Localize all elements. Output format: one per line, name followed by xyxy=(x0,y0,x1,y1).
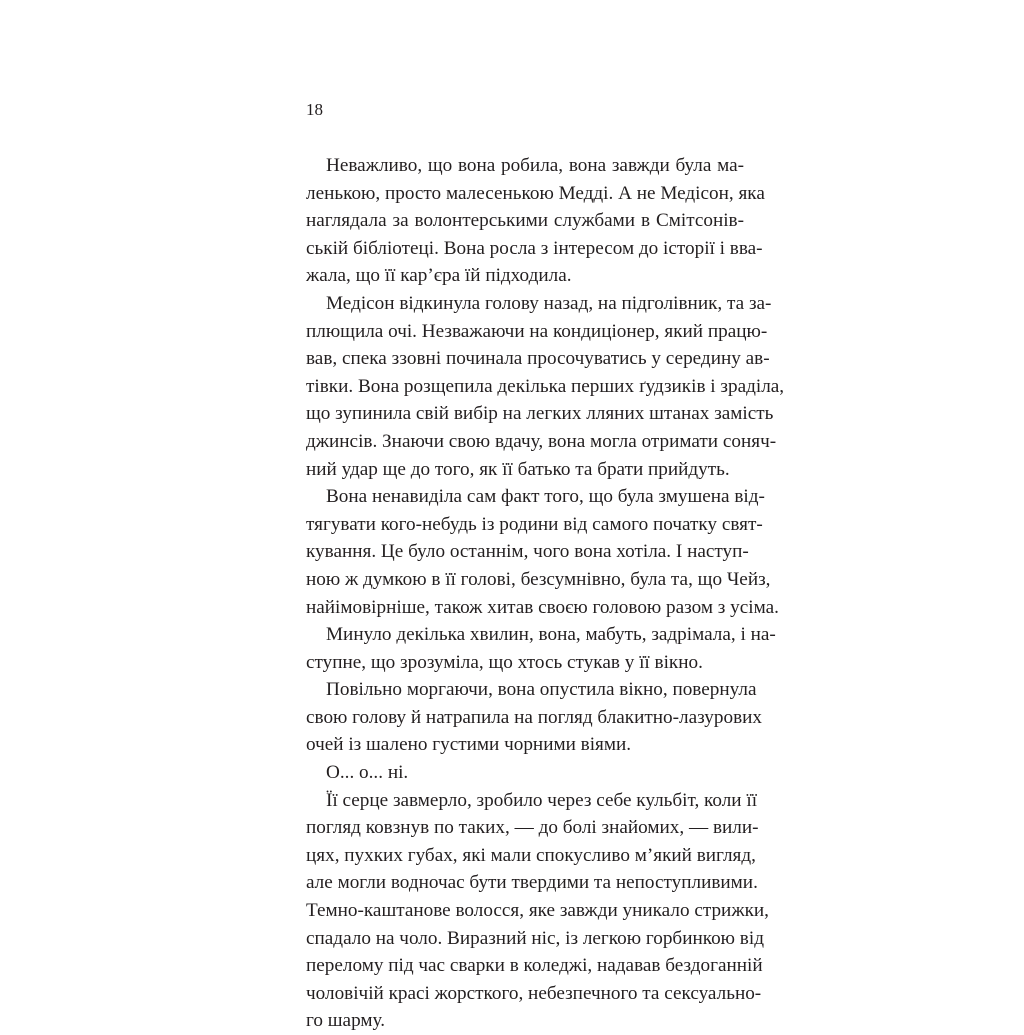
text-line: тягувати кого-небудь із родини від самого початку свят- xyxy=(306,513,763,535)
text-line: Неважливо, що вона робила, вона завжди була ма- xyxy=(326,155,744,176)
text-line: перелому під час сварки в коледжі, надавав бездоганній xyxy=(306,955,763,977)
text-line: але могли водночас бути твердими та непоступливими. xyxy=(306,872,758,894)
text-line: що зупинила свій вибір на легких лляних штанах замість xyxy=(306,403,774,425)
text-line: погляд ковзнув по таких, — до болі знайомих, — вили- xyxy=(306,817,759,839)
text-line: очей із шалено густими чорними віями. xyxy=(306,734,632,756)
text-line: О... о... ні. xyxy=(326,762,409,784)
text-line: ступне, що зрозуміла, що хтось стукав у її вікно. xyxy=(306,651,703,673)
text-line: Медісон відкинула голову назад, на підголівник, та за- xyxy=(326,292,772,314)
text-line: жала, що її кар’єра їй підходила. xyxy=(306,265,572,287)
text-line: вав, спека ззовні починала просочуватись у середину ав- xyxy=(306,348,770,370)
text-line: плющила очі. Незважаючи на кондиціонер, який працю- xyxy=(306,320,768,342)
text-line: Вона ненавиділа сам факт того, що була змушена від- xyxy=(326,486,765,508)
text-line: найімовірніше, також хитав своєю головою разом з усіма. xyxy=(306,596,779,618)
text-line: кування. Це було останнім, чого вона хотіла. І наступ- xyxy=(306,541,749,563)
text-line: наглядала за волонтерськими службами в Смітсонів- xyxy=(306,210,744,232)
text-line: ленькою, просто малесенькою Медді. А не Медісон, яка xyxy=(306,182,765,204)
text-line: ській бібліотеці. Вона росла з інтересом до історії і вва- xyxy=(306,237,763,259)
text-line: Її серце завмерло, зробило через себе кульбіт, коли її xyxy=(326,789,758,811)
text-line: Повільно моргаючи, вона опустила вікно, повернула xyxy=(326,679,757,701)
text-line: ний удар ще до того, як її батько та брати прийдуть. xyxy=(306,458,730,480)
text-line: го шарму. xyxy=(306,1010,385,1032)
text-line: чоловічій красі жорсткого, небезпечного та сексуально- xyxy=(306,982,762,1004)
text-line: Темно-каштанове волосся, яке завжди уникало стрижки, xyxy=(306,900,769,922)
text-line: тівки. Вона розщепила декілька перших ґудзиків і зраділа, xyxy=(306,375,785,397)
text-line: спадало на чоло. Виразний ніс, із легкою горбинкою від xyxy=(306,927,764,949)
text-line: Минуло декілька хвилин, вона, мабуть, задрімала, і на- xyxy=(326,624,776,646)
text-line: джинсів. Знаючи свою вдачу, вона могла отримати соняч- xyxy=(306,430,777,452)
text-line: ною ж думкою в її голові, безсумнівно, була та, що Чейз, xyxy=(306,568,771,590)
page-number: 18 xyxy=(306,100,323,119)
text-line: свою голову й натрапила на погляд блакитно-лазурових xyxy=(306,706,762,728)
text-line: цях, пухких губах, які мали спокусливо м’який вигляд, xyxy=(306,844,756,866)
body-text xyxy=(306,152,785,1035)
